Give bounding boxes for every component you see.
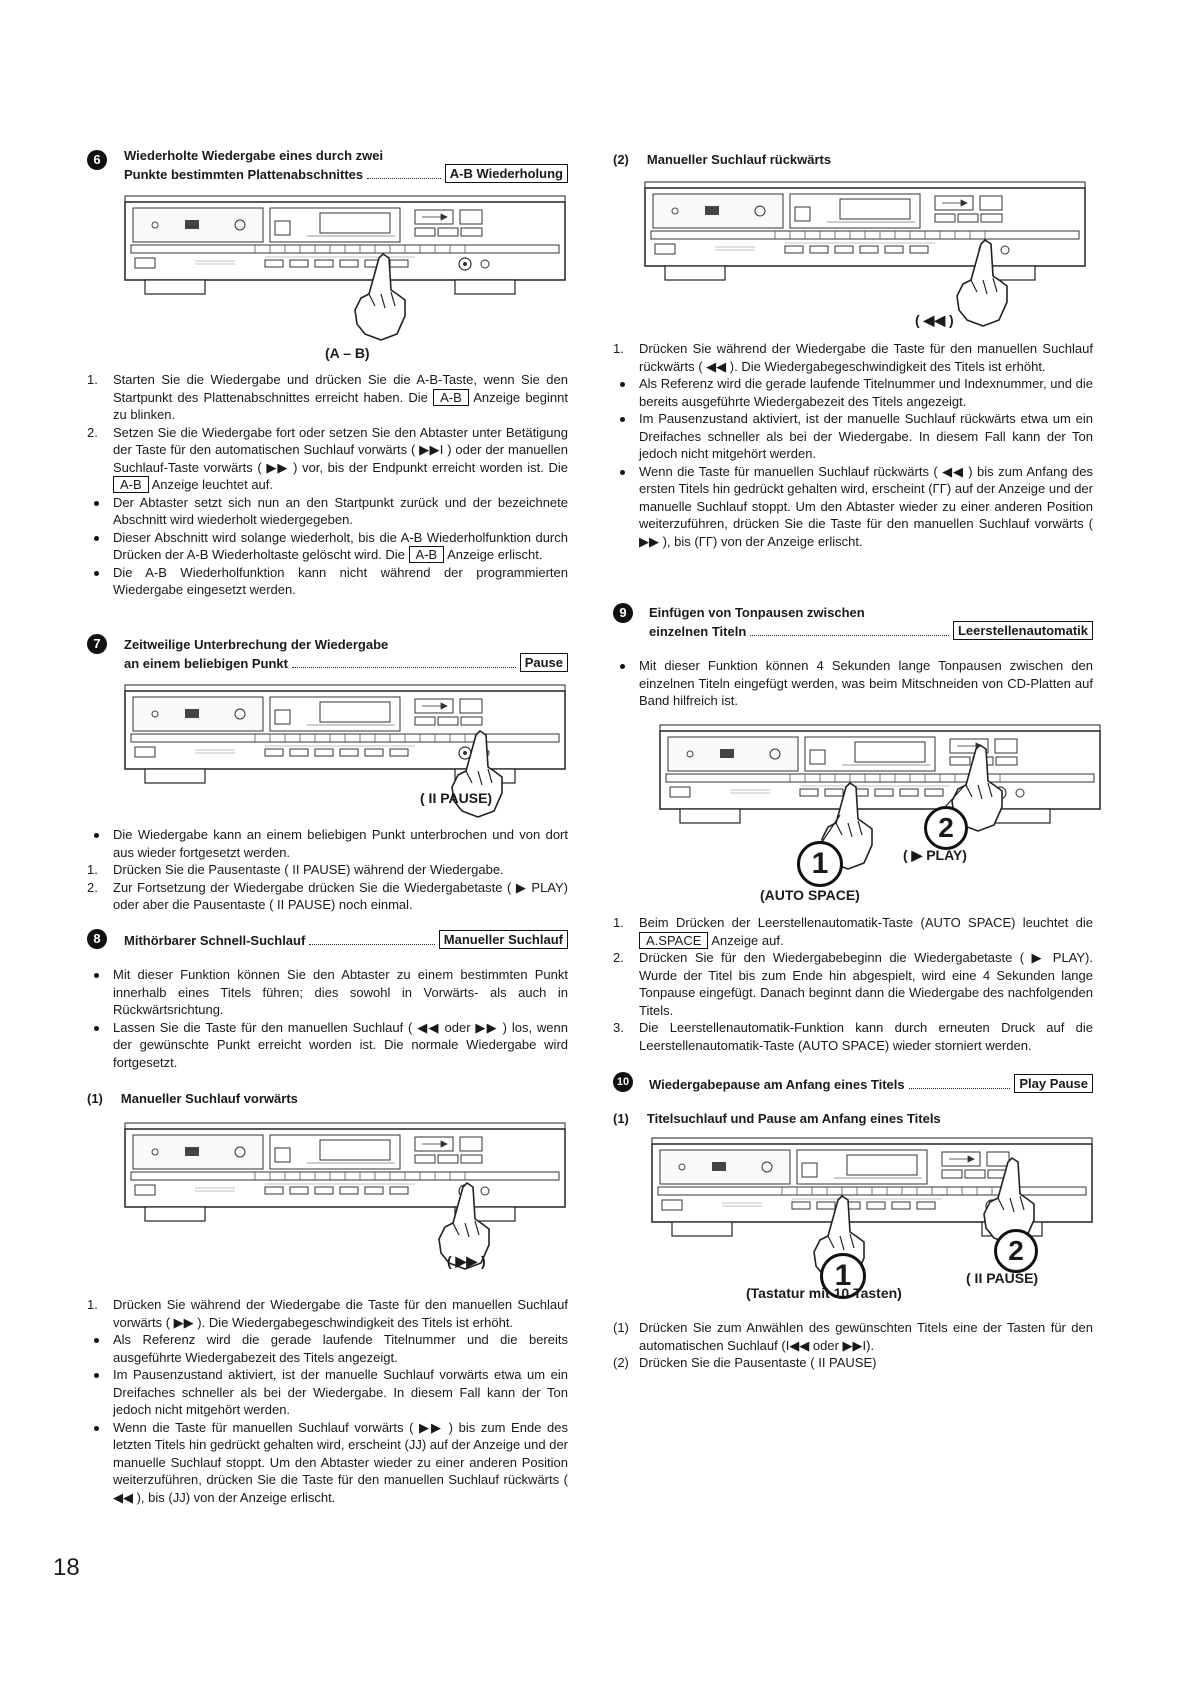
section-9-title-line2: einzelnen Titeln <box>649 624 747 639</box>
auto-space-caption: (AUTO SPACE) <box>760 887 860 903</box>
page-number: 18 <box>53 1554 80 1581</box>
sub-heading-track-search: (1) Titelsuchlauf und Pause am Anfang eines Titels <box>613 1111 941 1126</box>
callout-2: 2 <box>994 1229 1038 1273</box>
list-item: 1. Drücken Sie während der Wiedergabe die Taste für den manuellen Suchlauf rückwärts ( ◀◀ ). Die Wiedergabegeschwindigkeit des Titels ist erhöht. <box>613 341 1093 374</box>
section-8-title <box>124 930 568 949</box>
section-7-title-line2: an einem beliebigen Punkt <box>124 656 288 671</box>
list-item: Wenn die Taste für manuellen Suchlauf rückwärts ( ◀◀ ) bis zum Anfang des ersten Titels hin gedrückt gehalten wird, erscheint (ΓΓ) auf der Anzeige und der manuelle Suchlauf stoppt. Um den Abtaster wieder zu einer anderen Position weiterzuführen, drücken Sie die Taste für den manuellen Suchlauf vorwärts ( ▶▶ ), bis (ΓΓ) von der Anzeige erlischt. <box>613 463 1093 551</box>
section-7-title <box>124 636 568 672</box>
list-item: Als Referenz wird die gerade laufende Titelnummer und Indexnummer, und die bereits ausgeführte Wiedergabezeit des Titels angezeigt. <box>613 375 1093 410</box>
forward-caption: ( ▶▶ ) <box>447 1253 486 1269</box>
cd-player-illustration-pause <box>125 685 565 795</box>
list-item: Wenn die Taste für manuellen Suchlauf vorwärts ( ▶▶ ) bis zum Ende des letzten Titels hin gedrückt gehalten wird, erscheint (JJ) auf der Anzeige und der manuelle Suchlauf stoppt. Um den Abtaster wieder zu einer anderen Position weiterzuführen, drücken Sie die Taste für den manuellen Suchlauf rückwärts ( ◀◀ ), bis (JJ) von der Anzeige erlischt. <box>87 1419 568 1507</box>
list-item: 1. Beim Drücken der Leerstellenautomatik-Taste (AUTO SPACE) leuchtet die A.SPACE Anzeige auf. <box>613 915 1093 948</box>
list-item: Lassen Sie die Taste für den manuellen Suchlauf ( ◀◀ oder ▶▶ ) los, wenn der gewünschte Punkt erreicht worden ist. Die normale Wiedergabe wird fortgesetzt. <box>87 1019 568 1072</box>
list-item: 1. Starten Sie die Wiedergabe und drücken Sie die A-B-Taste, wenn Sie den Startpunkt des Plattenabschnittes erreicht haben. Die A-B Anzeige beginnt zu blinken. <box>87 372 568 422</box>
list-item: Der Abtaster setzt sich nun an den Startpunkt zurück und der bezeichnete Abschnitt wird wiederholt wiedergegeben. <box>87 494 568 529</box>
cd-player-illustration-auto-space <box>660 725 1100 865</box>
list-item: Mit dieser Funktion können Sie den Abtaster zu einem bestimmten Punkt innerhalb eines Titels führen; dies sowohl in Vorwärts- als auch in Rückwärtsrichtung. <box>87 966 568 1019</box>
pause-key-label: Pause <box>520 653 568 672</box>
pause-caption-2: ( II PAUSE) <box>966 1270 1039 1286</box>
ab-repeat-key-label: A-B Wiederholung <box>445 164 568 183</box>
cd-player-illustration-ab <box>125 196 565 306</box>
sub-heading-forward: (1) Manueller Suchlauf vorwärts <box>87 1091 298 1106</box>
ab-indicator: A-B <box>409 546 445 563</box>
section-7-title-line1: Zeitweilige Unterbrechung der Wiedergabe <box>124 637 389 652</box>
list-item: Die A-B Wiederholfunktion kann nicht während der programmierten Wiedergabe eingesetzt werden. <box>87 564 568 599</box>
list-item: Die Wiedergabe kann an einem beliebigen Punkt unterbrochen und von dort aus wieder fortgesetzt werden. <box>87 826 568 861</box>
list-item: 1. Drücken Sie die Pausentaste ( II PAUSE) während der Wiedergabe. <box>87 862 504 877</box>
list-item: (1) Drücken Sie zum Anwählen des gewünschten Titels eine der Tasten für den automatischen Suchlauf (I◀◀ oder ▶▶I). <box>613 1320 1093 1353</box>
section-6-body <box>87 371 568 599</box>
cd-player-illustration-reverse <box>645 182 1085 292</box>
pause-caption: ( II PAUSE) <box>420 790 493 806</box>
list-item: 2. Drücken Sie für den Wiedergabebeginn die Wiedergabetaste ( ▶ PLAY). Wurde der Titel bis zum Ende hin abgespielt, wird eine 4 Sekunden lange Tonpause eingefügt. Danach beginnt dann die Wiedergabe des nachfolgenden Titels. <box>613 950 1093 1018</box>
ab-caption: (A – B) <box>325 345 370 361</box>
section-9-title-line1: Einfügen von Tonpausen zwischen <box>649 605 865 620</box>
section-8-title-text: Mithörbarer Schnell-Suchlauf <box>124 933 306 948</box>
a-space-indicator: A.SPACE <box>639 932 708 949</box>
section-10-title <box>649 1074 1093 1093</box>
list-item: 1. Drücken Sie während der Wiedergabe die Taste für den manuellen Suchlauf vorwärts ( ▶▶ ). Die Wiedergabegeschwindigkeit des Titels ist erhöht. <box>87 1297 568 1330</box>
section-6-title <box>124 147 568 183</box>
section-7-body <box>87 826 568 914</box>
list-item: (2) Drücken Sie die Pausentaste ( II PAUSE) <box>613 1355 877 1370</box>
list-item: 2. Zur Fortsetzung der Wiedergabe drücken Sie die Wiedergabetaste ( ▶ PLAY) oder aber die Pausentaste ( II PAUSE) noch einmal. <box>87 879 568 912</box>
section-number-8: 8 <box>87 929 107 949</box>
ab-indicator: A-B <box>433 389 469 406</box>
callout-1: 1 <box>820 1253 866 1299</box>
section-number-10: 10 <box>613 1072 633 1092</box>
play-pause-key-label: Play Pause <box>1014 1074 1093 1093</box>
list-item: 3. Die Leerstellenautomatik-Funktion kann durch erneuten Druck auf die Leerstellenautomatik-Taste (AUTO SPACE) wieder storniert werden. <box>613 1020 1093 1053</box>
manual-search-key-label: Manueller Suchlauf <box>439 930 568 949</box>
list-item: Als Referenz wird die gerade laufende Titelnummer und die bereits ausgeführte Wiedergabezeit des Titels angezeigt. <box>87 1331 568 1366</box>
list-item: Im Pausenzustand aktiviert, ist der manuelle Suchlauf rückwärts etwa um ein Dreifaches schneller als bei der Wiedergabe. In diesem Fall kann der Ton jedoch nicht mitgehört werden. <box>613 410 1093 463</box>
callout-1: 1 <box>797 841 843 887</box>
auto-space-key-label: Leerstellenautomatik <box>953 621 1093 640</box>
section-6-title-line1: Wiederholte Wiedergabe eines durch zwei <box>124 148 384 163</box>
list-item: Dieser Abschnitt wird solange wiederholt, bis die A-B Wiederholfunktion durch Drücken der A-B Wiederholtaste gelöscht wird. Die A-B Anzeige erlischt. <box>87 529 568 564</box>
forward-body <box>87 1296 568 1506</box>
play-caption: ( ▶ PLAY) <box>903 847 967 863</box>
list-item: 2. Setzen Sie die Wiedergabe fort oder setzen Sie den Abtaster unter Betätigung der Taste für den automatischen Suchlauf vorwärts ( ▶▶I ) oder der manuellen Suchlauf-Taste vorwärts ( ▶▶ ) vor, bis der Endpunkt erreicht worden ist. Die A-B Anzeige leuchtet auf. <box>87 424 568 492</box>
section-9-title <box>649 604 1093 640</box>
sub-heading-reverse: (2) Manueller Suchlauf rückwärts <box>613 152 832 167</box>
section-number-6: 6 <box>87 150 107 170</box>
list-item: Im Pausenzustand aktiviert, ist der manuelle Suchlauf vorwärts etwa um ein Dreifaches schneller als bei der Wiedergabe. In diesem Fall kann der Ton jedoch nicht mitgehört werden. <box>87 1366 568 1419</box>
section-number-7: 7 <box>87 634 107 654</box>
section-9-body <box>613 914 1093 1054</box>
reverse-body <box>613 340 1093 550</box>
reverse-caption: ( ◀◀ ) <box>915 312 954 328</box>
section-10-title-text: Wiedergabepause am Anfang eines Titels <box>649 1077 905 1092</box>
section-10-body <box>613 1319 1093 1372</box>
cd-player-illustration-forward <box>125 1123 565 1233</box>
list-item: Mit dieser Funktion können 4 Sekunden lange Tonpausen zwischen den einzelnen Titeln eingefügt werden, was beim Mitschneiden von CD-Platten auf Band hilfreich ist. <box>613 657 1093 710</box>
ab-indicator: A-B <box>113 476 149 493</box>
section-9-intro <box>613 657 1093 710</box>
keypad-caption: (Tastatur mit 10 Tasten) <box>746 1285 902 1301</box>
callout-2: 2 <box>924 806 968 850</box>
section-8-intro <box>87 966 568 1071</box>
section-6-title-line2: Punkte bestimmten Plattenabschnittes <box>124 167 364 182</box>
section-number-9: 9 <box>613 603 633 623</box>
